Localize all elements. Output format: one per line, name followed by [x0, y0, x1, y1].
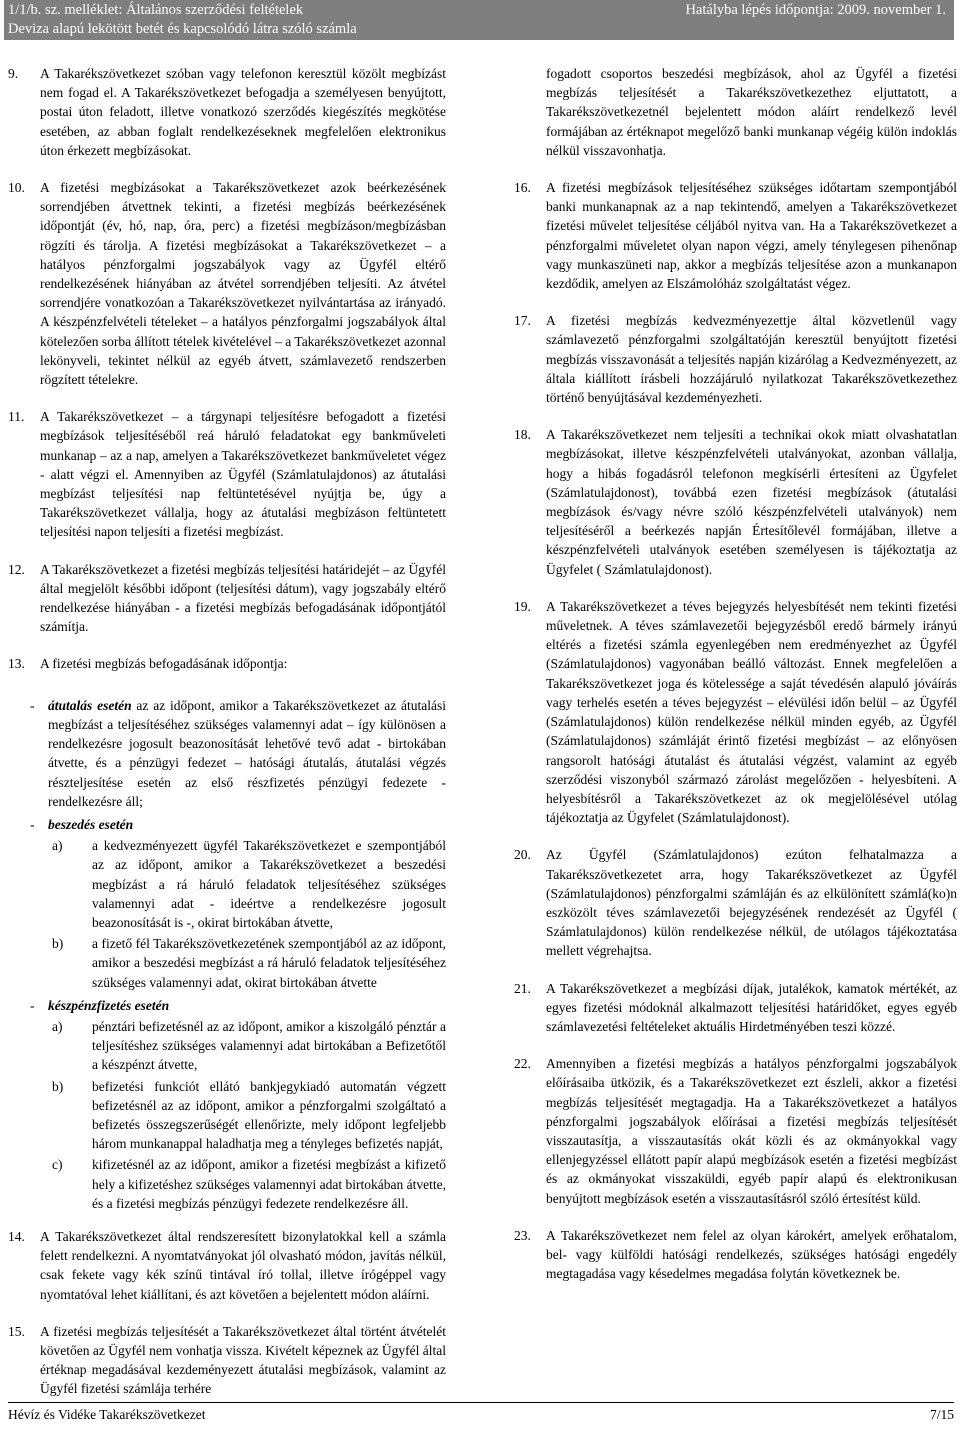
paragraph-text: A Takarékszövetkezet – a tárgynapi teljesítésre befogadott a fizetési megbízások teljesítéséből reá háruló feladatokat egy bankműveleti munkanap – az a nap, amelyen a Takarékszövetkezet bankműveletet végez - alatt végzi el. Amennyiben az Ügyfél (Számlatulajdonos) az átutalási megbízást teljesítési nap feltüntetésével nyújtja be, úgy a Takarékszövetkezet vállalja, hogy az átutalási megbízáson feltüntetett teljesítési napon teljesíti a fizetési megbízást. — [40, 409, 446, 540]
case-heading: beszedés esetén — [48, 816, 134, 832]
paragraph-number: 18. — [514, 427, 531, 443]
dash-marker: - — [30, 816, 35, 832]
item-letter: c) — [52, 1157, 63, 1173]
paragraph-9 — [8, 64, 446, 160]
paragraph-number: 19. — [514, 598, 531, 614]
paragraph-text: A Takarékszövetkezet szóban vagy telefonon keresztül közölt megbízást nem fogad el. A Takarékszövetkezet befogadja a személyesen benyújtott, postai úton feladott, illetve vonatkozó szerződés kiegészítés megkötése esetében, az abban foglalt rendelkezéseknek megfelelően elektronikus úton érkezett megbízásokat. — [40, 66, 446, 158]
paragraph-number: 12. — [8, 561, 25, 577]
paragraph-text: A fizetési megbízások teljesítéséhez szükséges időtartam szempontjából banki munkanapnak az a nap tekintendő, amelyen a Takarékszövetkezet fizetési művelet teljesítése céljából nyitva van. Ha a Takarékszövetkezet a pénzforgalmi műveletet olyan napon végzi, amely ténylegesen pihenőnap vagy munkaszüneti nap, akkor a megbízás teljesítése azon a munkanapon kezdődik, amelyen az Elszámolóház szolgáltatást végez. — [546, 180, 957, 292]
paragraph-number: 15. — [8, 1323, 25, 1339]
paragraph-18 — [514, 425, 957, 579]
item-text: a fizető fél Takarékszövetkezetének szempontjából az az időpont, amikor a beszedési megbízást a rá háruló feladatok teljesítéséhez szükséges valamennyi adat, okirat birtokában átvette — [92, 936, 446, 990]
institution-name: Hévíz és Vidéke Takarékszövetkezet — [8, 1407, 206, 1422]
dash-marker: - — [30, 997, 35, 1013]
paragraph-text: A Takarékszövetkezet nem teljesíti a technikai okok miatt olvashatatlan megbízásokat, illetve készpénzfelvételi utalványokat, azonban vállalja, hogy a hibás fogadásról telefonon megkísérli értesíteni az Ügyfelet (Számlatulajdonost), továbbá ezen fizetési megbízások (átutalási megbízások és/vagy névre szóló készpénzfelvételi utalványok) nem teljesítéséről a beérkezés napján Értesítőlevél formájában, illetve a készpénzfelvételi utalványok esetében személyesen is tájékoztatja az Ügyfelet ( Számlatulajdonost). — [546, 427, 957, 577]
paragraph-text: A Takarékszövetkezet a téves bejegyzés helyesbítését nem tekinti fizetési műveletnek. A téves számlavezetői bejegyzésből eredő bármely irányú eltérés a fizetési számla egyenlegében nem eredményezhet az Ügyfél (Számlatulajdonos) vagyonában beálló változást. Ennek megfelelően a Takarékszövetkezet joga és kötelessége a saját tévedésén alapuló jóváírás vagy terhelés esetén a téves bejegyzést – elévülési időn belül – az Ügyfél (Számlatulajdonos) külön rendelkezése nélkül minden egyéb, az Ügyfél (Számlatulajdonos) számláját érintő fizetési megbízást – az előnyösen rangsorolt hatósági átutalást és átutalási végzést, valamint az egyéb szerződési viszonyból származó zárolást megelőzően - helyesbíteni. A helyesbítésről a Takarékszövetkezet az ok megjelölésével utólag tájékoztatja az Ügyfelet (Számlatulajdonost). — [546, 598, 957, 826]
paragraph-number: 11. — [8, 409, 25, 425]
paragraph-text: A Takarékszövetkezet által rendszeresített bizonylatokkal kell a számla felett rendelkezni. A nyomtatványokat jól olvasható módon, javítás nélkül, csak fekete vagy kék színű tintával író tollal, illetve írógéppel vagy nyomtatóval lehet kiállítani, és azt követően a bejelentett módon aláírni. — [40, 1228, 446, 1302]
paragraph-16 — [514, 178, 957, 293]
paragraph-11 — [8, 407, 446, 541]
cash-item-c — [8, 1155, 446, 1213]
item-text: a kedvezményezett ügyfél Takarékszövetkezet e szempontjából az az időpont, amikor a Takarékszövetkezet a beszedési megbízást a rá háruló feladatok teljesítéséhez szükséges valamennyi adat - ideértve a rendelkezésre jogosult beazonosítását is -, okirat birtokában átvette, — [92, 838, 446, 930]
paragraph-number: 16. — [514, 180, 531, 196]
paragraph-number: 17. — [514, 313, 531, 329]
paragraph-14 — [8, 1227, 446, 1304]
paragraph-text: A Takarékszövetkezet a megbízási díjak, jutalékok, kamatok mértékét, az egyes fizetési módoknál alkalmazott teljesítési határidőket, egyes egyéb számlavezetési feltételeket aktuális Hirdetményében teszi közzé. — [546, 980, 957, 1034]
item-letter: a) — [52, 1018, 63, 1034]
item-letter: b) — [52, 1078, 64, 1094]
paragraph-text: A fizetési megbízás befogadásának időpontja: — [40, 656, 288, 672]
paragraph-number: 21. — [514, 980, 531, 996]
paragraph-text: A Takarékszövetkezet nem felel az olyan károkért, amelyek erőhatalom, bel- vagy külföldi hatósági rendelkezés, szükséges hatósági engedély megtagadása vagy késedelmes megadása folytán következnek be. — [546, 1227, 957, 1282]
paragraph-number: 13. — [8, 656, 25, 672]
paragraph-20 — [514, 845, 957, 960]
paragraph-22 — [514, 1054, 957, 1208]
collection-case — [8, 815, 446, 834]
paragraph-number: 14. — [8, 1228, 25, 1244]
paragraph-text: A Takarékszövetkezet a fizetési megbízás teljesítési határidejét – az Ügyfél által megjelölt későbbi időpont (teljesítési dátum), vagy jogszabály eltérő rendelkezése hiányában - a fizetési megbízás befogadásának időpontjától számítja. — [40, 561, 446, 635]
item-letter: b) — [52, 936, 64, 952]
paragraph-number: 10. — [8, 180, 25, 196]
paragraph-10 — [8, 178, 446, 389]
paragraph-number: 22. — [514, 1056, 531, 1072]
left-column — [8, 64, 446, 1417]
effective-date: Hatályba lépés időpontja: 2009. november 1. — [685, 2, 946, 18]
cash-item-a — [8, 1017, 446, 1075]
paragraph-text: fogadott csoportos beszedési megbízások, ahol az Ügyfél a fizetési megbízás teljesítését a Takarékszövetkezethez eljuttatott, a Takarékszövetkezetnél bejelentett módon aláírt rendelkező levél formájában az értéknapot megelőző banki munkanap végéig külön indoklás nélkül visszavonhatja. — [546, 66, 957, 158]
case-heading: átutalás esetén — [48, 697, 132, 713]
paragraph-text: Amennyiben a fizetési megbízás a hatályos pénzforgalmi jogszabályok előírásaiba ütközik, és a Takarékszövetkezet ezt észleli, akkor a fizetési megbízás teljesítését megtagadja. Ha a Takarékszövetkezet a hatályos pénzforgalmi jogszabályok előírásai a fizetési megbízás teljesítését visszautasítja, a visszautasítás okát közli és az okmányokkal vagy ellenjegyzéssel ellátott papír alapú megbízások esetén a fizetési megbízást és az okmányokat visszaküldi, egyéb papír alapú és elektronikusan benyújtott megbízások esetén a visszautasításról szóló értesítést küld. — [546, 1056, 957, 1206]
paragraph-15 — [8, 1322, 446, 1399]
paragraph-21 — [514, 979, 957, 1037]
paragraph-12 — [8, 560, 446, 637]
item-text: kifizetésnél az az időpont, amikor a fizetési megbízást a kifizető hely a kifizetéshez szükséges valamennyi adat birtokában átvette, és a fizetési megbízás pénzügyi fedezete rendelkezésre áll. — [92, 1157, 446, 1211]
dash-marker: - — [30, 697, 35, 713]
document-title: 1/1/b. sz. melléklet: Általános szerződési feltételek — [8, 2, 304, 18]
cash-item-b — [8, 1077, 446, 1154]
paragraph-23 — [514, 1226, 957, 1284]
paragraph-number: 20. — [514, 847, 531, 863]
item-text: befizetési funkciót ellátó bankjegykiadó automatán végzett befizetésnél az az időpont, amikor a pénzforgalmi szolgáltató a befizetés összegszerűségét ellenőrizte, mely időpont legfeljebb három munkanappal haladhatja meg a tényleges befizetés napját, — [92, 1078, 446, 1152]
paragraph-15-continued — [514, 64, 957, 160]
paragraph-13 — [8, 654, 446, 1212]
page-header — [4, 0, 954, 40]
paragraph-text: A fizetési megbízás kedvezményezettje által közvetlenül vagy számlavezető pénzforgalmi szolgáltatóján keresztül benyújtott fizetési megbízás visszavonását a teljesítés napján kizárólag a Kedvezményezett, az általa kiállított írásbeli hozzájáruló nyilatkozat Takarékszövetkezethez történő benyújtásával kezdeményezheti. — [546, 313, 957, 406]
transfer-case — [8, 696, 446, 811]
paragraph-17 — [514, 311, 957, 407]
collection-item-b — [8, 934, 446, 992]
footer-divider — [8, 1402, 954, 1403]
case-text: az az időpont, amikor a Takarékszövetkezet az átutalási megbízást a teljesítéséhez szükséges valamennyi adat – így különösen a rendelkezésre jogosult beazonosítását lehetővé tevő adat - birtokában átvette, és a pénzügyi fedezet – hatósági átutalás, átutalási végzés részteljesítése esetén az első részfizetés pénzügyi fedezete - rendelkezésre áll; — [48, 697, 446, 809]
paragraph-number: 9. — [8, 66, 19, 81]
paragraph-19 — [514, 597, 957, 827]
collection-item-a — [8, 836, 446, 932]
paragraph-text: A fizetési megbízásokat a Takarékszövetkezet azok beérkezésének sorrendjében átvettnek tekinti, a fizetési megbízás beérkezésének időpontját (év, hó, nap, óra, perc) a fizetési megbízáson/megbízásban rögzíti és tárolja. A fizetési megbízásokat a Takarékszövetkezet – a hatályos pénzforgalmi jogszabályok vagy az Ügyfél eltérő rendelkezésének hiányában az átvétel sorrendjében teljesíti. Az átvétel sorrendjére vonatkozóan a Takarékszövetkezet nyilvántartása az irányadó. A készpénzfelvételi tételeket – a hatályos pénzforgalmi jogszabályok által kötelezően sorba állított tételek kivételével – a Takarékszövetkezet azonnal lekönyveli, tekintet nélkül az egyéb átvett, számlavezető rendszerben rögzített tételekre. — [40, 180, 446, 388]
item-text: pénztári befizetésnél az az időpont, amikor a kiszolgáló pénztár a teljesítéshez szükséges valamennyi adat birtokában a Befizetőtől a készpénzt átvette, — [92, 1018, 446, 1073]
cash-case — [8, 996, 446, 1015]
paragraph-number: 23. — [514, 1227, 531, 1243]
paragraph-text: A fizetési megbízás teljesítését a Takarékszövetkezet által történt átvételét követően az Ügyfél nem vonhatja vissza. Kivételt képeznek az Ügyfél által értéknap megadásával kezdeményezett átutalási megbízások, valamint az Ügyfél fizetési számlája terhére — [40, 1323, 446, 1397]
page-number: 7/15 — [929, 1407, 954, 1422]
item-letter: a) — [52, 838, 63, 854]
right-column — [514, 64, 957, 1301]
case-heading: készpénzfizetés esetén — [48, 997, 170, 1013]
paragraph-text: Az Ügyfél (Számlatulajdonos) ezúton felhatalmazza a Takarékszövetkezetet arra, hogy Takarékszövetkezet az Ügyfél (Számlatulajdonos) pénzforgalmi számláján és az elkülönített számlá(ko)n eszközölt téves számlavezetői bejegyzésének rendezését az Ügyfél ( Számlatulajdonos) külön rendelkezése nélkül, de utólagos tájékoztatása mellett végrehajtsa. — [546, 847, 957, 959]
document-subtitle: Deviza alapú lekötött betét és kapcsolódó látra szóló számla — [8, 21, 357, 37]
